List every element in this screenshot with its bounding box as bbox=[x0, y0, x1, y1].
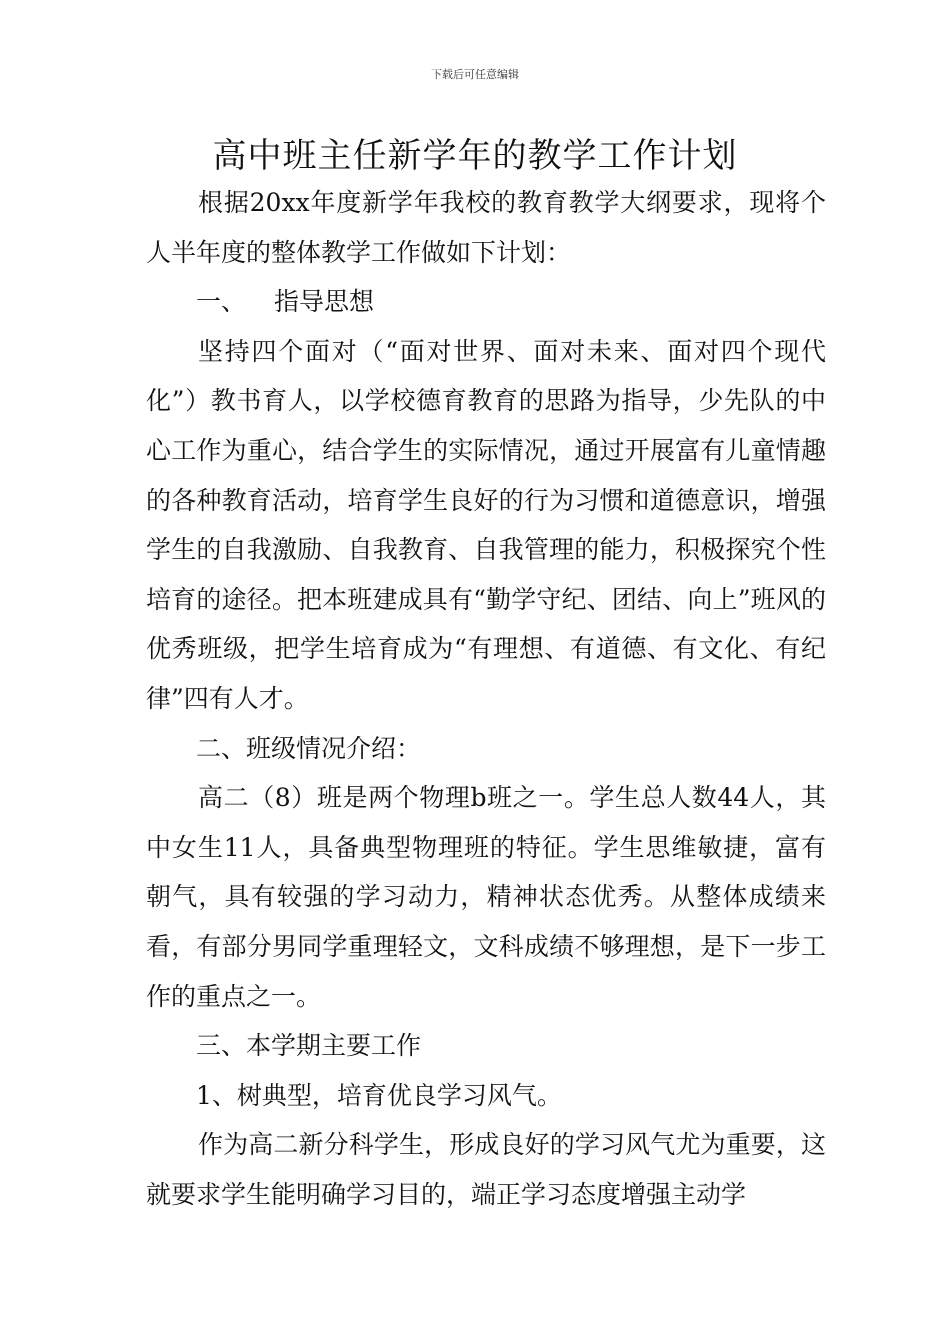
section-1-paragraph: 坚持四个面对（“面对世界、面对未来、面对四个现代化”）教书育人，以学校德育教育的思路为指导，少先队的中心工作为重心，结合学生的实际情况，通过开展富有儿童情趣的各种教育活动，培育学生良好的行为习惯和道德意识，增强学生的自我激励、自我教育、自我管理的能力，积极探究个性培育的途径。把本班建成具有“勤学守纪、团结、向上”班风的优秀班级，把学生培育成为“有理想、有道德、有文化、有纪律”四有人才。 bbox=[146, 336, 826, 713]
section-2-paragraph: 高二（8）班是两个物理b班之一。学生总人数44人，其中女生11人，具备典型物理班的特征。学生思维敏捷，富有朝气，具有较强的学习动力，精神状态优秀。从整体成绩来看，有部分男同学重理轻文，文科成绩不够理想，是下一步工作的重点之一。 bbox=[146, 783, 826, 1011]
document-body bbox=[146, 178, 826, 1219]
section-3-heading: 三、本学期主要工作 bbox=[196, 1031, 422, 1061]
header-note: 下载后可任意编辑 bbox=[431, 68, 519, 81]
section-1-number: 一、 bbox=[196, 287, 247, 317]
section-3-item-1-paragraph: 作为高二新分科学生，形成良好的学习风气尤为重要，这就要求学生能明确学习目的，端正学习态度增强主动学 bbox=[146, 1130, 826, 1209]
section-2-heading: 二、班级情况介绍： bbox=[196, 733, 422, 763]
section-3-item-1-heading: 1、树典型，培育优良学习风气。 bbox=[196, 1080, 562, 1110]
section-1-heading bbox=[146, 277, 826, 327]
document-title: 高中班主任新学年的教学工作计划 bbox=[212, 136, 738, 176]
intro-paragraph: 根据20xx年度新学年我校的教育教学大纲要求，现将个人半年度的整体教学工作做如下计划： bbox=[146, 188, 826, 267]
section-1-title: 指导思想 bbox=[274, 287, 375, 317]
